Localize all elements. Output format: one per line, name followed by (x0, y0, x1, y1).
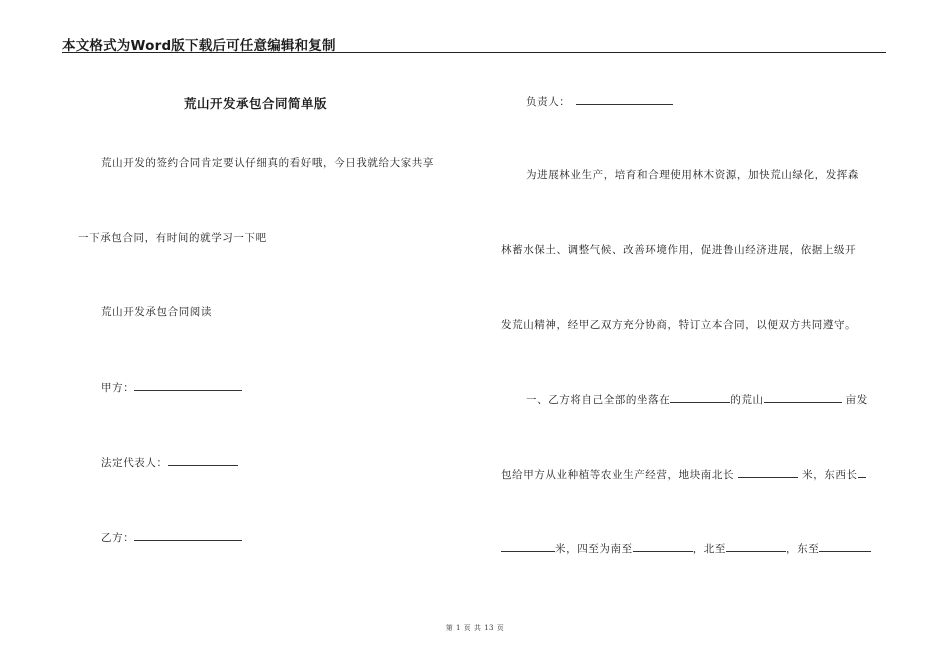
location-blank (670, 391, 730, 403)
clause1-text-d: 包给甲方从业种植等农业生产经营，地块南北长 (501, 469, 735, 481)
intro-line-2: 一下承包合同，有时间的就学习一下吧 (78, 232, 267, 244)
responsible-blank (576, 93, 673, 105)
page-number: 第 1 页 共 13 页 (445, 624, 505, 632)
clause1-text-c: 亩发 (845, 394, 868, 406)
clause1-text-a: 一、乙方将自己全部的坐落在 (526, 394, 671, 406)
party-a-line (101, 379, 242, 395)
hill-name-blank (764, 391, 842, 403)
clause1-text-f: 米，四至为南至 (555, 543, 633, 555)
ew-length-blank (858, 466, 866, 478)
clause1-text-g: ，北至 (692, 543, 727, 555)
responsible-label: 负责人： (526, 96, 571, 108)
legal-rep-blank (168, 454, 238, 466)
ew-length-blank-cont (501, 540, 555, 552)
reading-heading: 荒山开发承包合同阅读 (101, 306, 212, 318)
legal-rep-label: 法定代表人： (101, 457, 168, 469)
east-blank (819, 540, 871, 552)
page-header (62, 34, 886, 53)
party-a-label: 甲方： (101, 382, 135, 394)
north-blank (726, 540, 786, 552)
clause1-line-3 (501, 540, 871, 556)
responsible-line (526, 93, 673, 109)
party-b-line (101, 529, 242, 545)
ns-length-blank (738, 466, 798, 478)
header-title: 本文格式为Word版下载后可任意编辑和复制 (62, 38, 336, 54)
legal-rep-line (101, 454, 238, 470)
intro-line-1: 荒山开发的签约合同肯定要认仔细真的看好哦，今日我就给大家共享 (101, 157, 434, 169)
clause1-line-1 (526, 391, 868, 407)
clause1-text-b: 的荒山 (730, 394, 764, 406)
south-blank (633, 540, 693, 552)
clause1-text-e: 米，东西长 (802, 469, 858, 481)
document-title: 荒山开发承包合同简单版 (184, 96, 328, 111)
para1-line-3: 发荒山精神，经甲乙双方充分协商，特订立本合同，以便双方共同遵守。 (501, 319, 857, 331)
para1-line-2: 林蓄水保土、调整气候、改善环境作用，促进鲁山经济进展，依据上级开 (501, 244, 857, 256)
party-b-label: 乙方： (101, 532, 135, 544)
party-a-blank (134, 379, 242, 391)
party-b-blank (134, 529, 242, 541)
para1-line-1: 为进展林业生产，培育和合理使用林木资源，加快荒山绿化，发挥森 (526, 169, 859, 181)
clause1-text-h: ，东至 (786, 543, 820, 555)
page-footer (0, 623, 950, 633)
clause1-line-2 (501, 466, 866, 482)
